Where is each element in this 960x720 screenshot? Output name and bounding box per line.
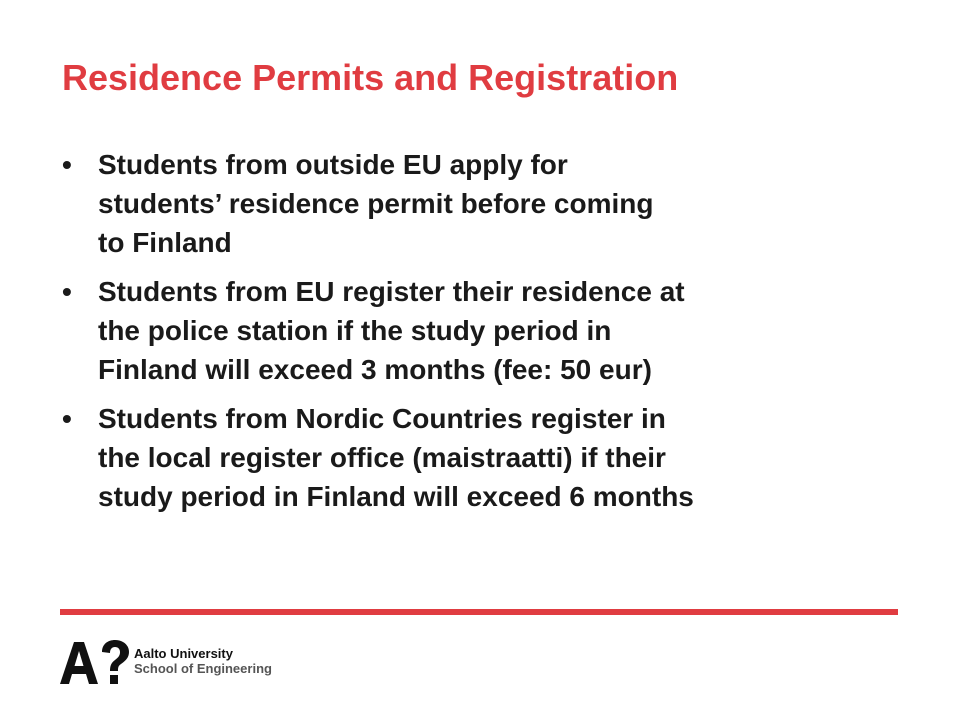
footer-divider	[60, 609, 898, 615]
aalto-logo	[60, 638, 320, 688]
slide-title: Residence Permits and Registration	[62, 57, 679, 98]
bullet-line: students’ residence permit before coming	[98, 188, 654, 219]
bullet-list	[62, 145, 922, 526]
logo-school-name: School of Engineering	[134, 661, 272, 676]
bullet-item	[62, 272, 922, 389]
bullet-line: • Students from Nordic Countries register in	[98, 403, 666, 434]
bullet-item	[62, 399, 922, 516]
bullet-item	[62, 145, 922, 262]
bullet-line: the local register office (maistraatti) if their	[98, 442, 666, 473]
aalto-logo-icon	[60, 638, 132, 686]
bullet-line: to Finland	[98, 227, 232, 258]
bullet-line: Finland will exceed 3 months (fee: 50 eur)	[98, 354, 652, 385]
bullet-line: • Students from EU register their residence at	[98, 276, 685, 307]
bullet-line: the police station if the study period in	[98, 315, 612, 346]
bullet-line: study period in Finland will exceed 6 months	[98, 481, 694, 512]
logo-university-name: Aalto University	[134, 646, 233, 661]
logo-text	[134, 646, 272, 676]
bullet-line: • Students from outside EU apply for	[98, 149, 568, 180]
